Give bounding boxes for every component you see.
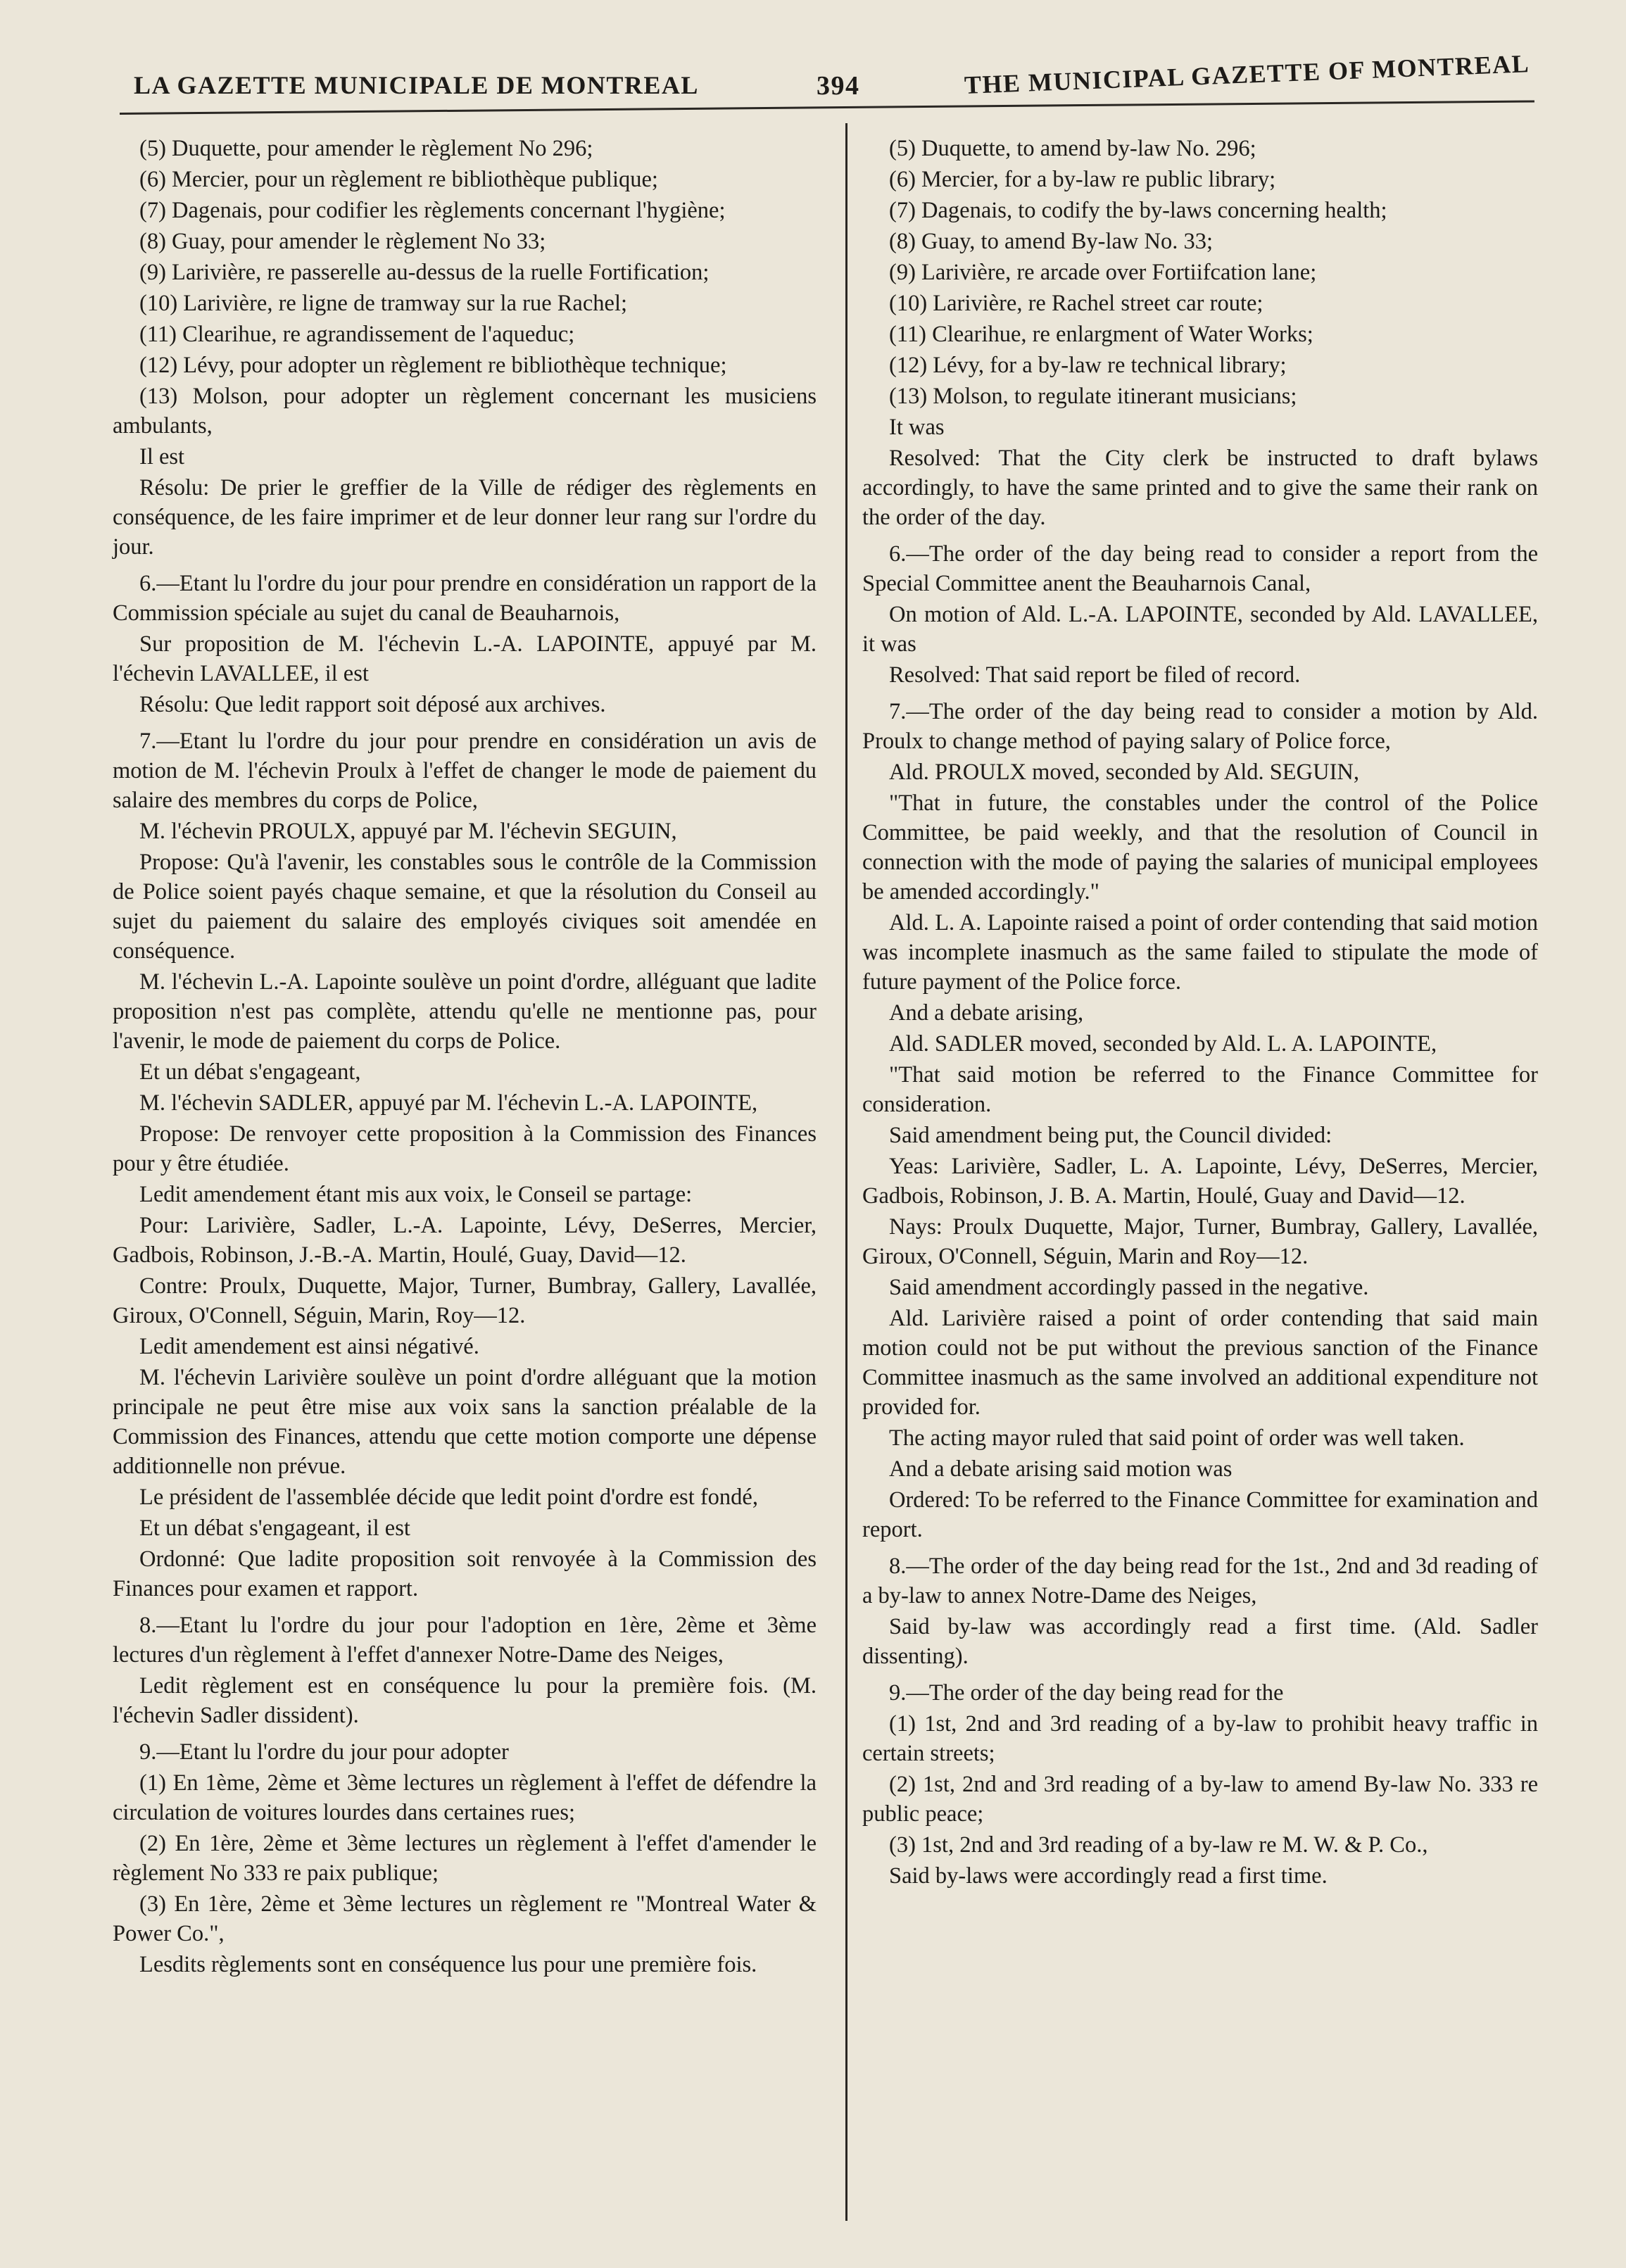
french-paragraph: (2) En 1ère, 2ème et 3ème lectures un règlement à l'effet d'amender le règlement No 333 re paix publique; — [113, 1831, 817, 1886]
english-paragraph: Said amendment being put, the Council divided: — [889, 1123, 1332, 1148]
english-paragraph: 8.—The order of the day being read for the 1st., 2nd and 3d reading of a by-law to annex Notre-Dame des Neiges, — [862, 1554, 1538, 1608]
french-paragraph: (11) Clearihue, re agrandissement de l'aqueduc; — [139, 322, 575, 347]
english-paragraph: And a debate arising, — [889, 1000, 1084, 1026]
french-paragraph: M. l'échevin Larivière soulève un point d'ordre alléguant que la motion principale ne peut être mise aux voix sans la sanction préalable de la Commission des Finances, attendu que cette motion comporte une dépense additionnelle non prévue. — [113, 1365, 817, 1479]
english-paragraph: Said by-law was accordingly read a first time. (Ald. Sadler dissenting). — [862, 1614, 1538, 1669]
english-paragraph: It was — [889, 415, 945, 440]
english-paragraph: (13) Molson, to regulate itinerant musicians; — [889, 384, 1297, 409]
french-paragraph: Et un débat s'engageant, il est — [139, 1516, 410, 1541]
french-paragraph: M. l'échevin L.-A. Lapointe soulève un point d'ordre, alléguant que ladite proposition n'est pas complète, attendu qu'elle ne mentionne pas, pour l'avenir, le mode de paiement du corps de Police. — [113, 969, 817, 1054]
english-paragraph: Ald. SADLER moved, seconded by Ald. L. A. LAPOINTE, — [889, 1031, 1437, 1057]
french-paragraph: Propose: De renvoyer cette proposition à la Commission des Finances pour y être étudiée. — [113, 1121, 817, 1176]
header-rule — [120, 100, 1534, 115]
french-paragraph: M. l'échevin PROULX, appuyé par M. l'échevin SEGUIN, — [139, 819, 677, 844]
french-paragraph: 7.—Etant lu l'ordre du jour pour prendre en considération un avis de motion de M. l'échevin Proulx à l'effet de changer le mode de paiement du salaire des membres du corps de Police, — [113, 729, 817, 813]
english-paragraph: Ald. PROULX moved, seconded by Ald. SEGUIN, — [889, 760, 1360, 785]
english-paragraph: 9.—The order of the day being read for the — [889, 1680, 1284, 1706]
french-paragraph: Le président de l'assemblée décide que ledit point d'ordre est fondé, — [139, 1485, 758, 1510]
french-paragraph: Il est — [139, 444, 185, 470]
french-paragraph: (6) Mercier, pour un règlement re bibliothèque publique; — [139, 167, 658, 192]
header-english-title: THE MUNICIPAL GAZETTE OF MONTREAL — [964, 49, 1530, 99]
french-paragraph: Et un débat s'engageant, — [139, 1059, 361, 1085]
english-paragraph: Said by-laws were accordingly read a first time. — [889, 1863, 1328, 1889]
french-paragraph: (8) Guay, pour amender le règlement No 33; — [139, 229, 546, 254]
french-paragraph: Résolu: Que ledit rapport soit déposé aux archives. — [139, 692, 606, 717]
column-divider — [845, 123, 847, 2221]
english-paragraph: (6) Mercier, for a by-law re public library; — [889, 167, 1276, 192]
french-paragraph: 6.—Etant lu l'ordre du jour pour prendre en considération un rapport de la Commission spéciale au sujet du canal de Beauharnois, — [113, 571, 817, 626]
french-paragraph: 9.—Etant lu l'ordre du jour pour adopter — [139, 1739, 509, 1765]
english-paragraph: (3) 1st, 2nd and 3rd reading of a by-law re M. W. & P. Co., — [889, 1832, 1428, 1858]
english-paragraph: (1) 1st, 2nd and 3rd reading of a by-law to prohibit heavy traffic in certain streets; — [862, 1711, 1538, 1766]
english-paragraph: (12) Lévy, for a by-law re technical library; — [889, 353, 1287, 378]
page-number: 394 — [817, 71, 860, 101]
french-paragraph: (10) Larivière, re ligne de tramway sur la rue Rachel; — [139, 291, 628, 316]
french-paragraph: Propose: Qu'à l'avenir, les constables sous le contrôle de la Commission de Police soient payés chaque semaine, et que la résolution du Conseil au sujet du paiement du salaire des employés civiques soit amendée en conséquence. — [113, 850, 817, 964]
english-paragraph: Resolved: That said report be filed of record. — [889, 662, 1301, 688]
french-column — [113, 134, 817, 1981]
french-paragraph: (7) Dagenais, pour codifier les règlements concernant l'hygiène; — [139, 198, 726, 223]
french-paragraph: M. l'échevin SADLER, appuyé par M. l'échevin L.-A. LAPOINTE, — [139, 1090, 758, 1116]
french-paragraph: Contre: Proulx, Duquette, Major, Turner, Bumbray, Gallery, Lavallée, Giroux, O'Connell, Séguin, Marin, Roy—12. — [113, 1273, 817, 1328]
english-paragraph: Ald. Larivière raised a point of order contending that said main motion could not be put without the previous sanction of the Finance Committee inasmuch as the same involved an additional expenditure not provided for. — [862, 1306, 1538, 1420]
english-paragraph: "That said motion be referred to the Finance Committee for consideration. — [862, 1062, 1538, 1117]
french-paragraph: Ordonné: Que ladite proposition soit renvoyée à la Commission des Finances pour examen et rapport. — [113, 1546, 817, 1601]
english-paragraph: (11) Clearihue, re enlargment of Water Works; — [889, 322, 1313, 347]
french-paragraph: Lesdits règlements sont en conséquence lus pour une première fois. — [139, 1952, 757, 1977]
english-paragraph: And a debate arising said motion was — [889, 1456, 1233, 1482]
english-paragraph: (7) Dagenais, to codify the by-laws concerning health; — [889, 198, 1387, 223]
english-paragraph: Ordered: To be referred to the Finance Committee for examination and report. — [862, 1487, 1538, 1542]
french-paragraph: Pour: Larivière, Sadler, L.-A. Lapointe, Lévy, DeSerres, Mercier, Gadbois, Robinson, J.-B.-A. Martin, Houlé, Guay, David—12. — [113, 1213, 817, 1268]
english-paragraph: Ald. L. A. Lapointe raised a point of order contending that said motion was incomplete inasmuch as the same failed to stipulate the mode of future payment of the Police force. — [862, 910, 1538, 995]
french-paragraph: (12) Lévy, pour adopter un règlement re bibliothèque technique; — [139, 353, 727, 378]
english-column — [862, 134, 1538, 1892]
english-paragraph: (5) Duquette, to amend by-law No. 296; — [889, 136, 1256, 161]
french-paragraph: (9) Larivière, re passerelle au-dessus de la ruelle Fortification; — [139, 260, 710, 285]
french-paragraph: (13) Molson, pour adopter un règlement concernant les musiciens ambulants, — [113, 384, 817, 439]
header-french-title: LA GAZETTE MUNICIPALE DE MONTREAL — [134, 71, 699, 99]
french-paragraph: (5) Duquette, pour amender le règlement No 296; — [139, 136, 593, 161]
french-paragraph: Résolu: De prier le greffier de la Ville de rédiger des règlements en conséquence, de les faire imprimer et de leur donner leur rang sur l'ordre du jour. — [113, 475, 817, 560]
english-paragraph: On motion of Ald. L.-A. LAPOINTE, seconded by Ald. LAVALLEE, it was — [862, 602, 1538, 657]
english-paragraph: (2) 1st, 2nd and 3rd reading of a by-law to amend By-law No. 333 re public peace; — [862, 1772, 1538, 1827]
english-paragraph: Said amendment accordingly passed in the negative. — [889, 1275, 1369, 1300]
french-paragraph: 8.—Etant lu l'ordre du jour pour l'adoption en 1ère, 2ème et 3ème lectures d'un règlement à l'effet d'annexer Notre-Dame des Neiges, — [113, 1613, 817, 1668]
french-paragraph: Sur proposition de M. l'échevin L.-A. LAPOINTE, appuyé par M. l'échevin LAVALLEE, il est — [113, 631, 817, 686]
french-paragraph: Ledit amendement étant mis aux voix, le Conseil se partage: — [139, 1182, 693, 1207]
english-paragraph: 6.—The order of the day being read to consider a report from the Special Committee anent the Beauharnois Canal, — [862, 541, 1538, 596]
english-paragraph: Yeas: Larivière, Sadler, L. A. Lapointe, Lévy, DeSerres, Mercier, Gadbois, Robinson, J. B. A. Martin, Houlé, Guay and David—12. — [862, 1154, 1538, 1209]
french-paragraph: Ledit règlement est en conséquence lu pour la première fois. (M. l'échevin Sadler dissident). — [113, 1673, 817, 1728]
english-paragraph: 7.—The order of the day being read to consider a motion by Ald. Proulx to change method of paying salary of Police force, — [862, 699, 1538, 754]
english-paragraph: Nays: Proulx Duquette, Major, Turner, Bumbray, Gallery, Lavallée, Giroux, O'Connell, Séguin, Marin and Roy—12. — [862, 1214, 1538, 1269]
english-paragraph: (9) Larivière, re arcade over Fortiifcation lane; — [889, 260, 1317, 285]
english-paragraph: "That in future, the constables under the control of the Police Committee, be paid weekly, and that the resolution of Council in connection with the mode of paying the salaries of municipal employees be amended accordingly." — [862, 790, 1538, 905]
english-paragraph: Resolved: That the City clerk be instructed to draft bylaws accordingly, to have the same printed and to give the same their rank on the order of the day. — [862, 446, 1538, 530]
french-paragraph: (1) En 1ème, 2ème et 3ème lectures un règlement à l'effet de défendre la circulation de voitures lourdes dans certaines rues; — [113, 1770, 817, 1825]
french-paragraph: (3) En 1ère, 2ème et 3ème lectures un règlement re "Montreal Water & Power Co.", — [113, 1891, 817, 1946]
english-paragraph: (8) Guay, to amend By-law No. 33; — [889, 229, 1214, 254]
english-paragraph: (10) Larivière, re Rachel street car route; — [889, 291, 1263, 316]
french-paragraph: Ledit amendement est ainsi négativé. — [139, 1334, 479, 1359]
english-paragraph: The acting mayor ruled that said point of order was well taken. — [889, 1425, 1465, 1451]
